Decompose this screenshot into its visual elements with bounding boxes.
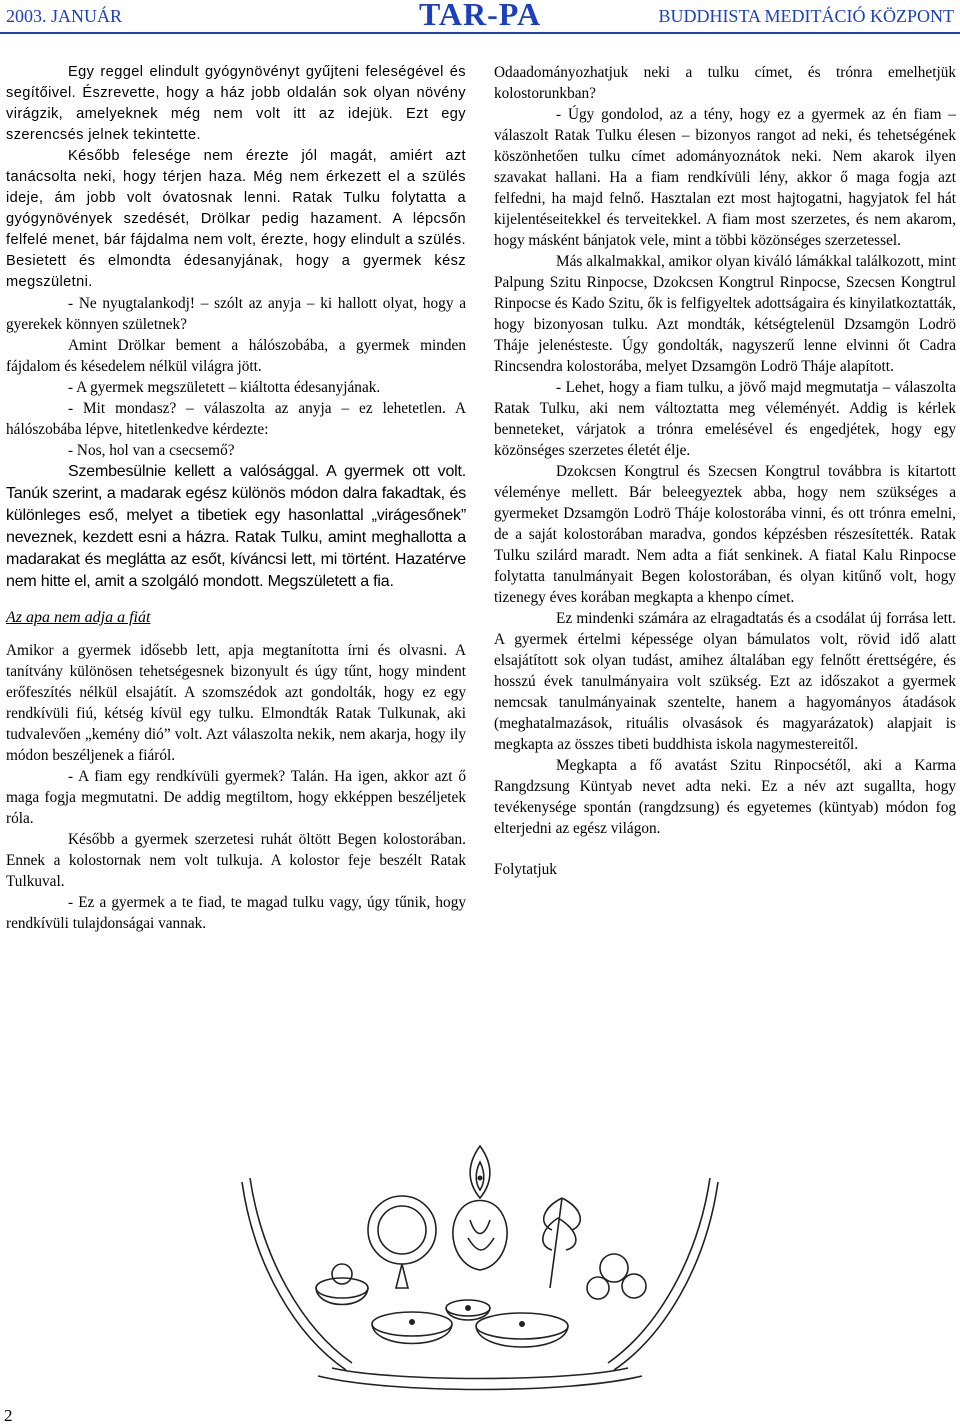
- paragraph: Később felesége nem érezte jól magát, amiért azt tanácsolta neki, hogy térjen haza. Még nem érkezett el a szülés ideje, ám jobb volt óvatosnak lenni. Ratak Tulku folytatta a gyógynövények szedését, Drölkar pedig hazament. A lépcsőn felfelé menet, bár fájdalma nem volt, érezte, hogy elindult a szülés. Besietett és elmondta édesanyjának, hogy a gyermek kész megszületni.: [6, 148, 466, 290]
- page-number: 2: [4, 1406, 13, 1425]
- paragraph: - A gyermek megszületett – kiáltotta édesanyjának.: [68, 379, 381, 396]
- paragraph: Később a gyermek szerzetesi ruhát öltött Begen kolostorában. Ennek a kolostornak nem volt tulkuja. A kolostor feje beszélt Ratak Tulkuval.: [6, 831, 466, 890]
- paragraph: Szembesülnie kellett a valósággal. A gyermek ott volt. Tanúk szerint, a madarak egész különös módon dalra fakadtak, és különleges eső, melyet a tibetiek egy hasonlattal „virágesőnek” neveznek, kezdett esni a házra. Ratak Tulku, amint meghallotta a madarakat és meglátta az esőt, kíváncsi lett, mi történt. Hazatérve nem hitte el, amit a szolgáló mondott. Megszületett a fia.: [6, 463, 466, 590]
- paragraph: Amikor a gyermek idősebb lett, apja megtanította írni és olvasni. A tanítvány különösen tehetségesnek bizonyult és úgy tűnt, hogy mindent erőfeszítés nélkül elsajátít. A szomszédok azt gondolták, hogy ez egy rendkívüli fiú, kétség kívül egy tulku. Elmondták Ratak Tulkunak, aki tudvalevően „kemény dió” volt. Azt válaszolta nekik, nem akarja, hogy ily módon beszéljenek a fiáról.: [6, 642, 466, 764]
- paragraph: - Nos, hol van a csecsemő?: [68, 442, 235, 459]
- paragraph: - Lehet, hogy a fiam tulku, a jövő majd megmutatja – válaszolta Ratak Tulku, aki nem változtatta meg véleményét. Addig is kérlek benneteket, várjatok a trónra emelésével és engedjétek, hogy egy közönséges szerzetes életét élje.: [494, 379, 956, 459]
- header-title: TAR-PA: [418, 0, 542, 32]
- left-column: [6, 62, 466, 934]
- paragraph: - Ez a gyermek a te fiad, te magad tulku vagy, úgy tűnik, hogy rendkívüli tulajdonságai vannak.: [6, 894, 466, 932]
- right-column: [494, 62, 956, 880]
- offering-ornament-illustration: [232, 1138, 728, 1398]
- paragraph: Más alkalmakkal, amikor olyan kiváló lámákkal találkozott, mint Palpung Szitu Rinpocse, Dzokcsen Kongtrul Rinpocse, Szecsen Kongtrul Rinpocse és Kado Szitu, ők is felfigyeltek adottságaira és kinyilatkoztatták, hogy bizonyosan tulku. Azt mondták, kétségtelenül Dzsamgön Lodrö Tháje jelenésteste. Úgy gondolták, nagyszerű lenne elvinni őt Cadra Rincsendra kolostorába, melyet Dzsamgön Lodrö Tháje alapított.: [494, 253, 956, 375]
- paragraph: Ez mindenki számára az elragadtatás és a csodálat új forrása lett. A gyermek értelmi képessége olyan bámulatos volt, rövid idő alatt elsajátított sok olyan tudást, amihez általában egy felnőtt érettségére, és hosszú évek tanulmányaira volt szükség. Ezt az időszakot a gyermek nemcsak tanulmányainak szentelte, hanem a hagyományos átadások (meghatalmazások, rituális olvasások és magyarázatok) alapjait is megkapta az összes tibeti buddhista iskola nagymestereitől.: [494, 610, 956, 753]
- to-be-continued: Folytatjuk: [494, 861, 557, 878]
- section-heading: Az apa nem adja a fiát: [6, 609, 151, 626]
- paragraph: - A fiam egy rendkívüli gyermek? Talán. Ha igen, akkor azt ő maga fogja megmutatni. De addig megtiltom, hogy ekképpen beszéljetek róla.: [6, 768, 466, 827]
- paragraph: Amint Drölkar bement a hálószobába, a gyermek minden fájdalom és késedelem nélkül világra jött.: [6, 337, 466, 375]
- header-divider: [0, 32, 960, 34]
- paragraph: Dzokcsen Kongtrul és Szecsen Kongtrul továbbra is kitartott véleménye mellett. Bár beleegyeztek abba, hogy nem szükséges a gyermeket Dzsamgön Lodrö Tháje kolostorába vinni, és ott trónra emelni, de a saját kolostorában maradva, gondos képzésben részesítették. Ratak Tulku szilárd maradt. Nem adta a fiát senkinek. A fiatal Kalu Rinpocse folytatta tanulmányait Begen kolostorában, és olyan kitűnő volt, hogy tizenegy éves korában megkapta a khenpo címet.: [494, 463, 956, 606]
- paragraph: - Mit mondasz? – válaszolta az anyja – ez lehetetlen. A hálószobába lépve, hitetlenkedve kérdezte:: [6, 400, 466, 438]
- paragraph: - Úgy gondolod, az a tény, hogy ez a gyermek az én fiam – válaszolt Ratak Tulku élesen – bizonyos rangot ad neki, és tehetségének köszönhetően tulku címet adományoznátok neki. Nem akarok ilyen szavakat hallani. Ha a fiam rendkívüli lény, akkor ő maga fogja azt felfedni, ha majd felnő. Hasztalan ezt most hajtogatni, hagyjatok fel hát kijelentéseitekkel és terveitekkel. A fiam most szerzetes, és nem akarom, hogy másként bánjatok vele, mint a többi közönséges szerzetessel.: [494, 106, 956, 249]
- header-organization: BUDDHISTA MEDITÁCIÓ KÖZPONT: [658, 6, 954, 26]
- paragraph: Egy reggel elindult gyógynövényt gyűjteni feleségével és segítőivel. Észrevette, hogy a ház jobb oldalán sok olyan növény virágzik, amelyeknek még nem volt itt az idejük. Ezt egy szerencsés jelnek tekintette.: [6, 64, 466, 143]
- paragraph: Megkapta a fő avatást Szitu Rinpocsétől, aki a Karma Rangdzsung Küntyab nevet adta neki. Ez a név azt sugallta, hogy tevékenysége spontán (rangdzsung) és egyetemes (küntyab) módon fog elterjedni az egész világon.: [494, 757, 956, 837]
- header-date: 2003. JANUÁR: [6, 6, 123, 26]
- paragraph: - Ne nyugtalankodj! – szólt az anyja – ki hallott olyat, hogy a gyerekek könnyen születnek?: [6, 295, 466, 333]
- paragraph: Odaadományozhatjuk neki a tulku címet, és trónra emelhetjük kolostorunkban?: [494, 64, 956, 102]
- page-header: [0, 0, 960, 34]
